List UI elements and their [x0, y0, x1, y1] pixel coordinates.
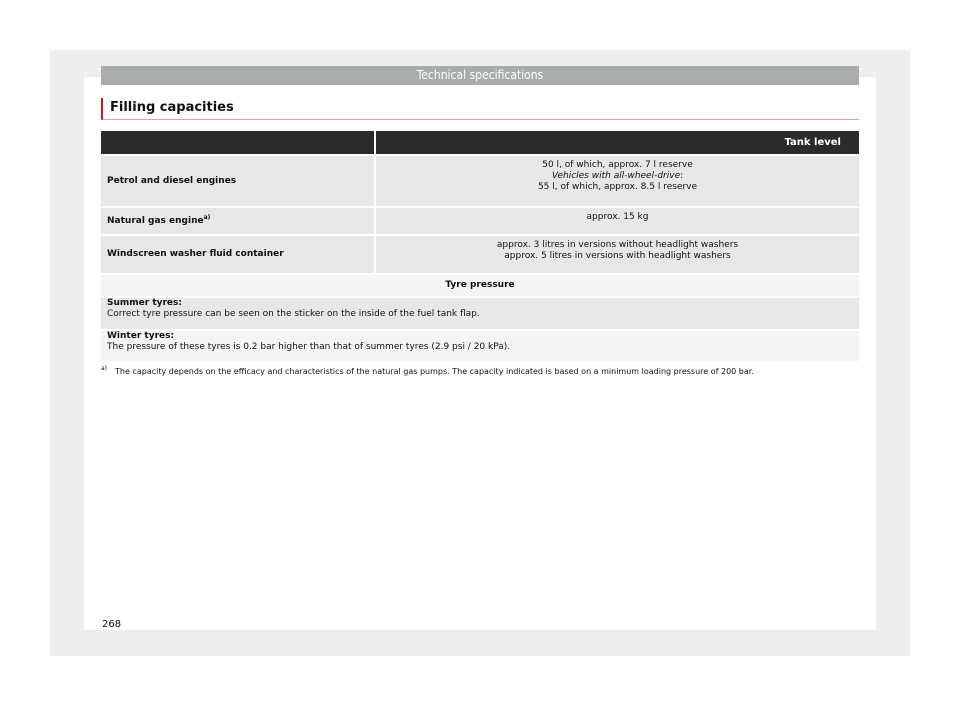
- filling-capacities-table: [101, 131, 859, 361]
- footnote-text: The capacity depends on the efficacy and characteristics of the natural gas pumps. The capacity indicated is based on a minimum loading pressure of 200 bar.: [115, 367, 754, 376]
- footnote: [101, 366, 859, 377]
- row-value: [375, 156, 859, 206]
- value-suffix: :: [680, 171, 684, 181]
- tyre-pressure-subheader-row: [101, 275, 859, 296]
- row-label-text: Natural gas engine: [107, 215, 204, 226]
- tyre-pressure-subheader: Tyre pressure: [101, 275, 859, 296]
- tyre-cell: [101, 298, 859, 329]
- header-empty-cell: [101, 131, 375, 154]
- tyre-text: The pressure of these tyres is 0.2 bar higher than that of summer tyres (2.9 psi / 20 kPa).: [107, 342, 511, 352]
- value-italic: Vehicles with all-wheel-drive: [551, 171, 681, 181]
- page-heading: Filling capacities: [101, 98, 859, 120]
- footnote-ref[interactable]: a): [203, 213, 211, 221]
- row-label: [101, 208, 375, 234]
- tyre-cell: [101, 331, 859, 361]
- tyre-text: Correct tyre pressure can be seen on the sticker on the inside of the fuel tank flap.: [107, 309, 480, 319]
- value-line: approx. 5 litres in versions with headlight washers: [504, 251, 731, 261]
- footnote-marker: a): [101, 365, 108, 373]
- row-label: Petrol and diesel engines: [101, 156, 375, 206]
- row-label: Windscreen washer fluid container: [101, 236, 375, 273]
- table-row: [101, 208, 859, 234]
- value-line: 55 l, of which, approx. 8.5 l reserve: [537, 182, 698, 192]
- table-row: [101, 236, 859, 273]
- section-banner: Technical specifications: [101, 66, 859, 85]
- table-header-row: [101, 131, 859, 154]
- value-line: [382, 171, 853, 182]
- table-row: [101, 331, 859, 361]
- table-row: [101, 156, 859, 206]
- value-line: approx. 15 kg: [586, 212, 649, 222]
- row-value: [375, 208, 859, 234]
- header-tank-level: Tank level: [375, 131, 859, 154]
- value-line: 50 l, of which, approx. 7 l reserve: [542, 160, 693, 170]
- table-row: [101, 298, 859, 329]
- tyre-title: Winter tyres:: [107, 331, 175, 341]
- row-value: [375, 236, 859, 273]
- tyre-title: Summer tyres:: [107, 298, 182, 308]
- page-number: 268: [102, 619, 122, 630]
- value-line: approx. 3 litres in versions without headlight washers: [496, 240, 739, 250]
